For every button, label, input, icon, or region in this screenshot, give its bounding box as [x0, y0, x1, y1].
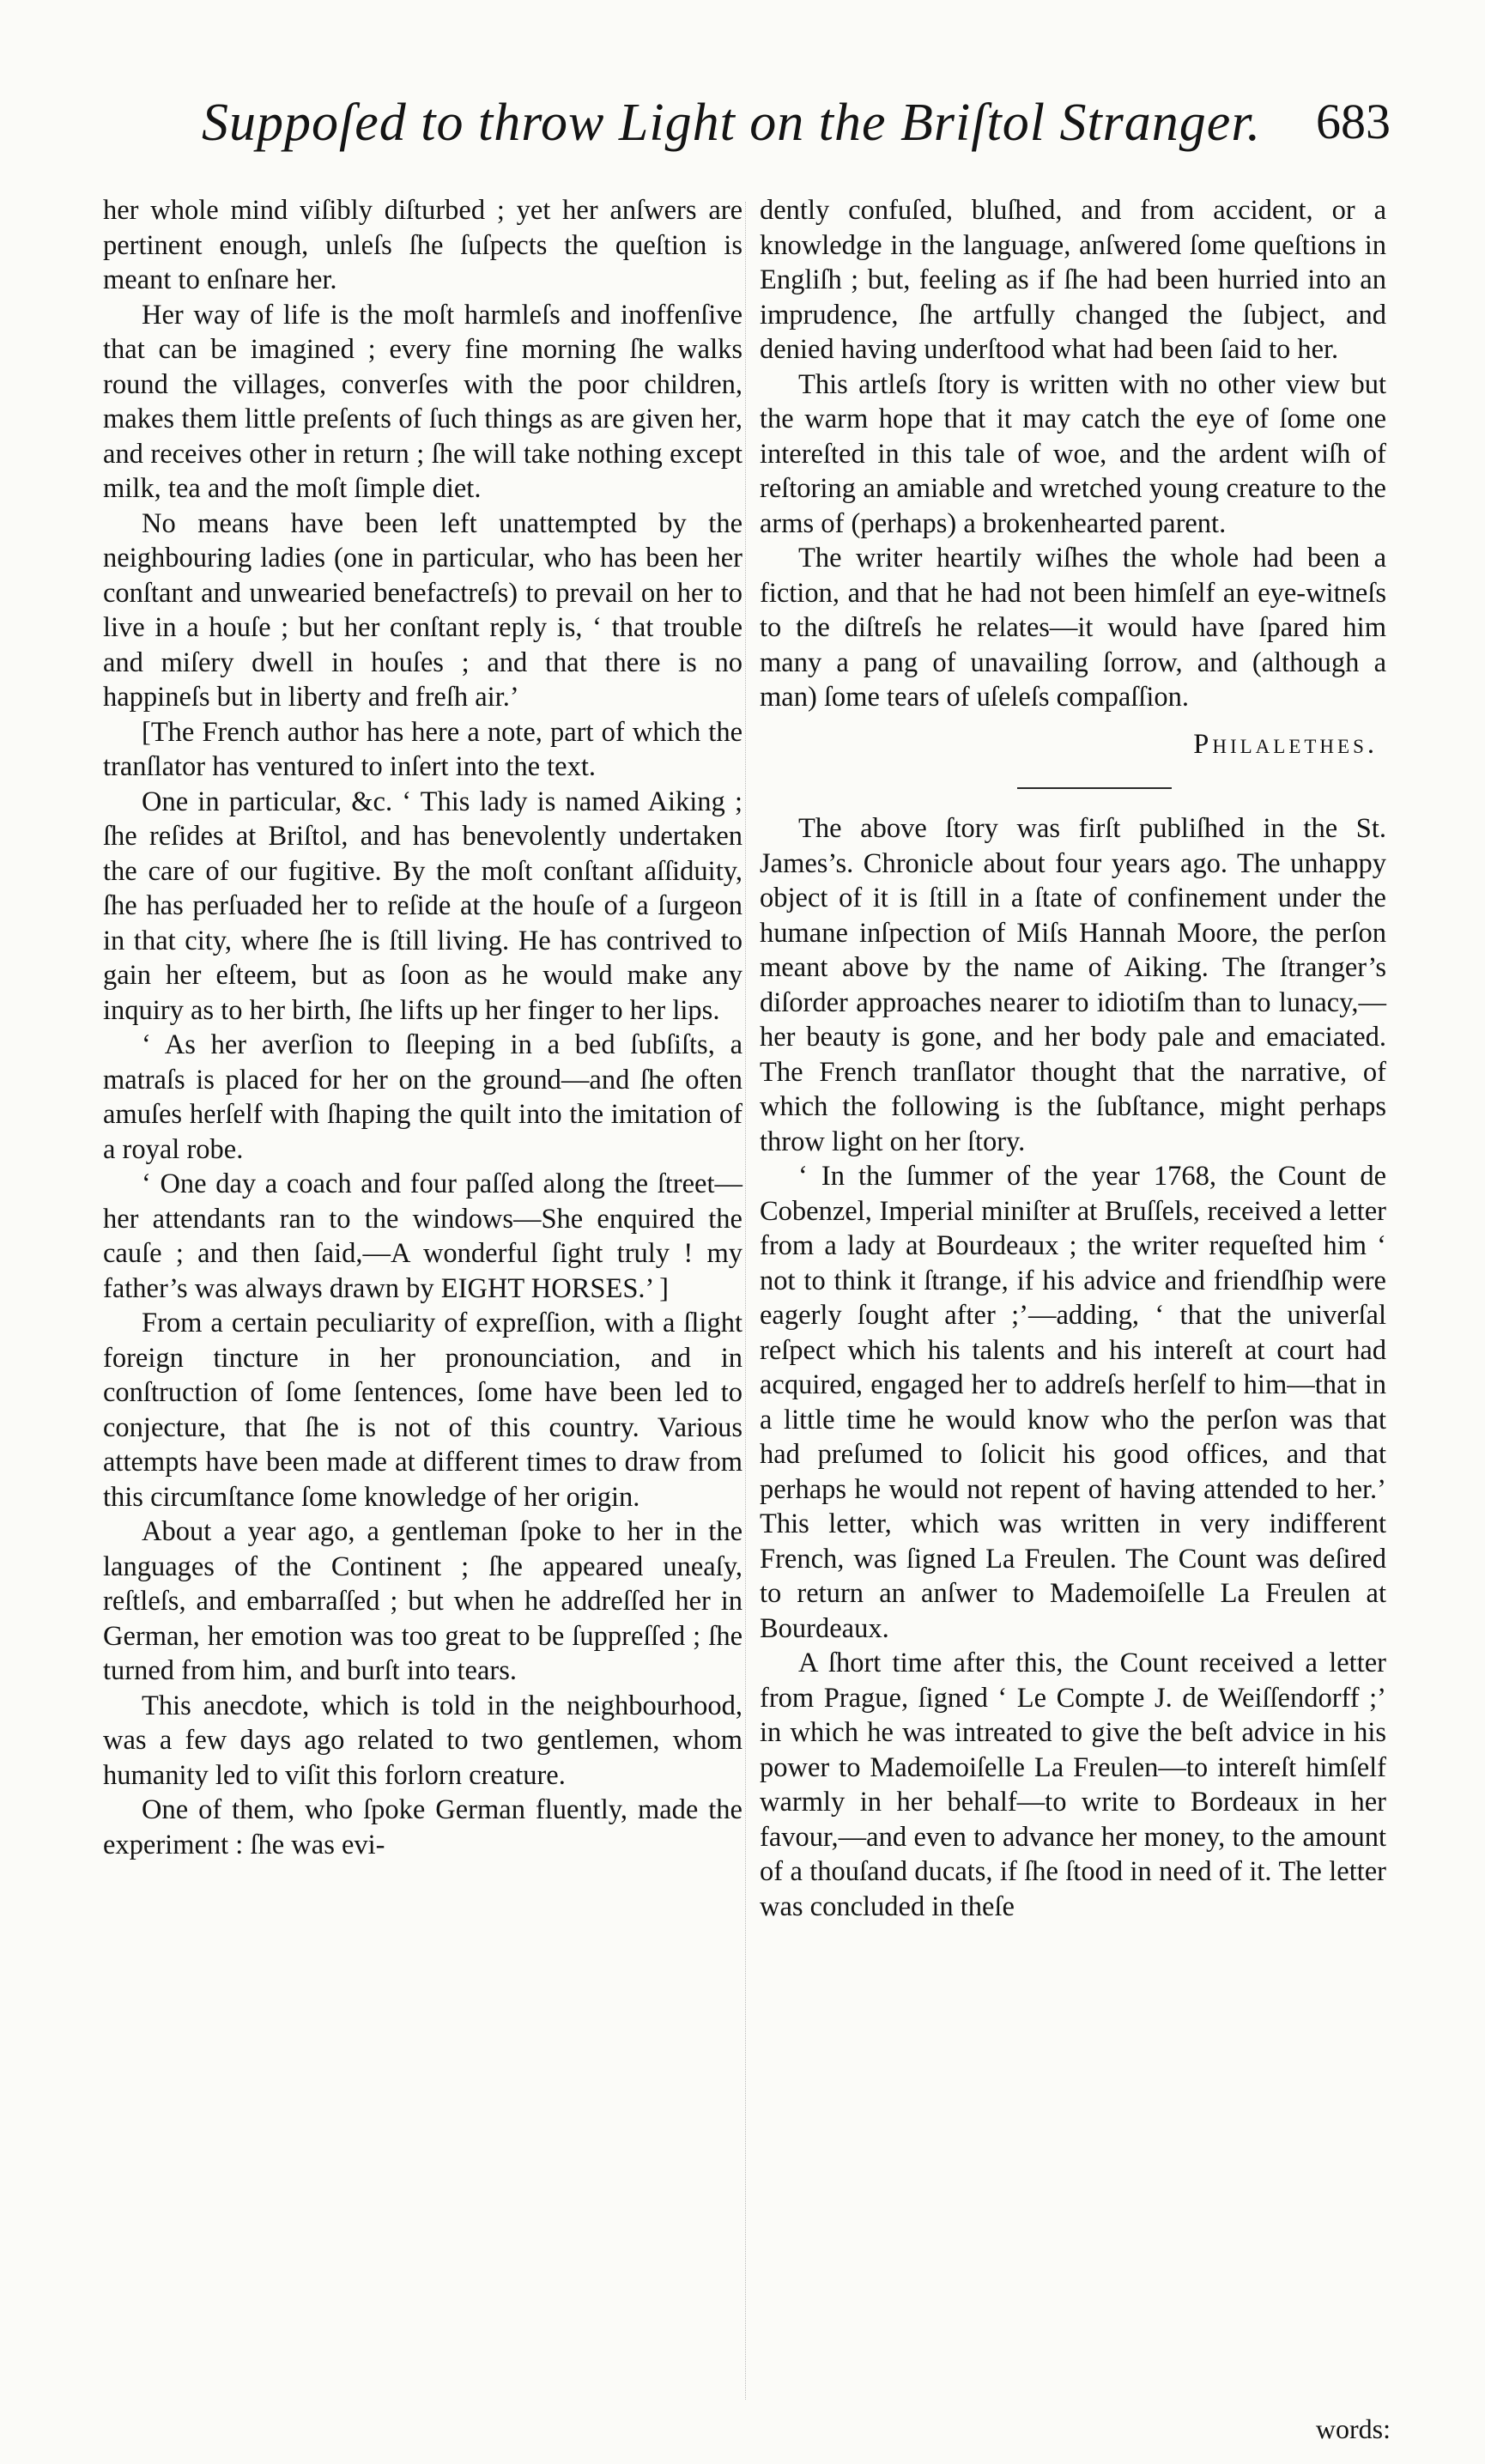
section-rule [1017, 787, 1172, 789]
paragraph: dently confuſed, bluſhed, and from accident, or a knowledge in the language, anſwered ſome queſtions in Engliſh ; but, feeling as if ſhe had been hurried into an imprudence, ſhe artfully changed the ſubject, and denied having underſtood what had been ſaid to her. [760, 195, 1386, 365]
paragraph: One of them, who ſpoke German fluently, made the experiment : ſhe was evi- [103, 1794, 742, 1860]
paragraph: ‘ In the ſummer of the year 1768, the Count de Cobenzel, Imperial miniſter at Bruſſels, received a letter from a lady at Bourdeaux ; the writer requeſted him ‘ not to think it ſtrange, if his advice and friendſhip were eagerly ſought after ;’—adding, ‘ that the univerſal reſpect which his talents and his intereſt at court had acquired, engaged her to addreſs herſelf to him—that in a little time he would know who the perſon was that had preſumed to ſolicit his good offices, and that perhaps he would not repent of having attended to her.’ This letter, which was written in very indifferent French, was ſigned La Freulen. The Count was deſired to return an anſwer to Mademoiſelle La Freulen at Bourdeaux. [760, 1161, 1386, 1644]
paragraph: ‘ As her averſion to ſleeping in a bed ſubſiſts, a matraſs is placed for her on the ground—and ſhe often amuſes herſelf with ſhaping the quilt into the imitation of a royal robe. [103, 1029, 742, 1165]
page-number: 683 [1316, 94, 1391, 149]
paragraph: ‘ One day a coach and four paſſed along the ſtreet—her attendants ran to the windows—She enquired the cauſe ; and then ſaid,—A wonderful ſight truly ! my father’s was always drawn by EIGHT HORSES.’ ] [103, 1168, 742, 1304]
paragraph: A ſhort time after this, the Count received a letter from Prague, ſigned ‘ Le Compte J. de Weiſſendorff ;’ in which he was intreated to give the beſt advice in his power to Mademoiſelle La Freulen—to intereſt himſelf warmly in her behalf—to write to Bordeaux in her favour,—and even to advance her money, to the amount of a thouſand ducats, if ſhe ſtood in need of it. The letter was concluded in theſe [760, 1648, 1386, 1922]
paragraph: This artleſs ſtory is written with no other view but the warm hope that it may catch the eye of ſome one intereſted in this tale of woe, and the ardent wiſh of reſtoring an amiable and wretched young creature to the arms of (perhaps) a brokenhearted parent. [760, 368, 1386, 539]
paragraph: her whole mind viſibly diſturbed ; yet her anſwers are pertinent enough, unleſs ſhe ſuſpects the queſtion is meant to enſnare her. [103, 195, 742, 295]
paragraph: One in particular, &c. ‘ This lady is named Aiking ; ſhe reſides at Briſtol, and has benevolently undertaken the care of our fugitive. By the moſt conſtant aſſiduity, ſhe has perſuaded her to reſide at the houſe of a ſurgeon in that city, where ſhe is ſtill living. He has contrived to gain her eſteem, but as ſoon as he would make any inquiry as to her birth, ſhe lifts up her finger to her lips. [103, 786, 742, 1026]
paragraph: No means have been left unattempted by the neighbouring ladies (one in particular, who has been her conſtant and unwearied benefactreſs) to prevail on her to live in a houſe ; but her conſtant reply is, ‘ that trouble and miſery dwell in houſes ; and that there is no happineſs but in liberty and freſh air.’ [103, 507, 742, 713]
running-header [94, 93, 1391, 179]
signature: Philalethes. [1193, 728, 1378, 760]
catchword: words: [1315, 2413, 1391, 2444]
right-column [760, 193, 1386, 1924]
paragraph: Her way of life is the moſt harmleſs and inoffenſive that can be imagined ; every fine morning ſhe walks round the villages, converſes with the poor children, makes them little preſents of ſuch things as are given her, and receives other in return ; ſhe will take nothing except milk, tea and the moſt ſimple diet. [103, 299, 742, 504]
paragraph: About a year ago, a gentleman ſpoke to her in the languages of the Continent ; ſhe appeared uneaſy, reſtleſs, and embarraſſed ; but when he addreſſed her in German, her emotion was too great to be ſuppreſſed ; ſhe turned from him, and burſt into tears. [103, 1516, 742, 1686]
running-title: Suppoſed to throw Light on the Briſtol Stranger. [202, 94, 1262, 152]
paragraph: The above ſtory was firſt publiſhed in the St. James’s. Chronicle about four years ago. The unhappy object of it is ſtill in a ſtate of confinement under the humane inſpection of Miſs Hannah Moore, the perſon meant above by the name of Aiking. The ſtranger’s diſorder approaches nearer to idiotiſm than to lunacy,—her beauty is gone, and her body pale and emaciated. The French tranſlator thought that the narrative, of which the following is the ſubſtance, might perhaps throw light on her ſtory. [760, 813, 1386, 1157]
left-column [103, 193, 742, 1862]
paragraph: The writer heartily wiſhes the whole had been a fiction, and that he had not been himſelf an eye-witneſs to the diſtreſs he relates—it would have ſpared him many a pang of unavailing ſorrow, and (although a man) ſome tears of uſeleſs compaſſion. [760, 543, 1386, 713]
paragraph: This anecdote, which is told in the neighbourhood, was a few days ago related to two gentlemen, whom humanity led to viſit this forlorn creature. [103, 1690, 742, 1791]
paragraph: From a certain peculiarity of expreſſion, with a ſlight foreign tincture in her pronounciation, and in conſtruction of ſome ſentences, ſome have been led to conjecture, that ſhe is not of this country. Various attempts have been made at different times to draw from this circumſtance ſome knowledge of her origin. [103, 1308, 742, 1513]
paragraph: [The French author has here a note, part of which the tranſlator has ventured to inſert into the text. [103, 716, 742, 782]
column-divider [745, 202, 746, 2400]
